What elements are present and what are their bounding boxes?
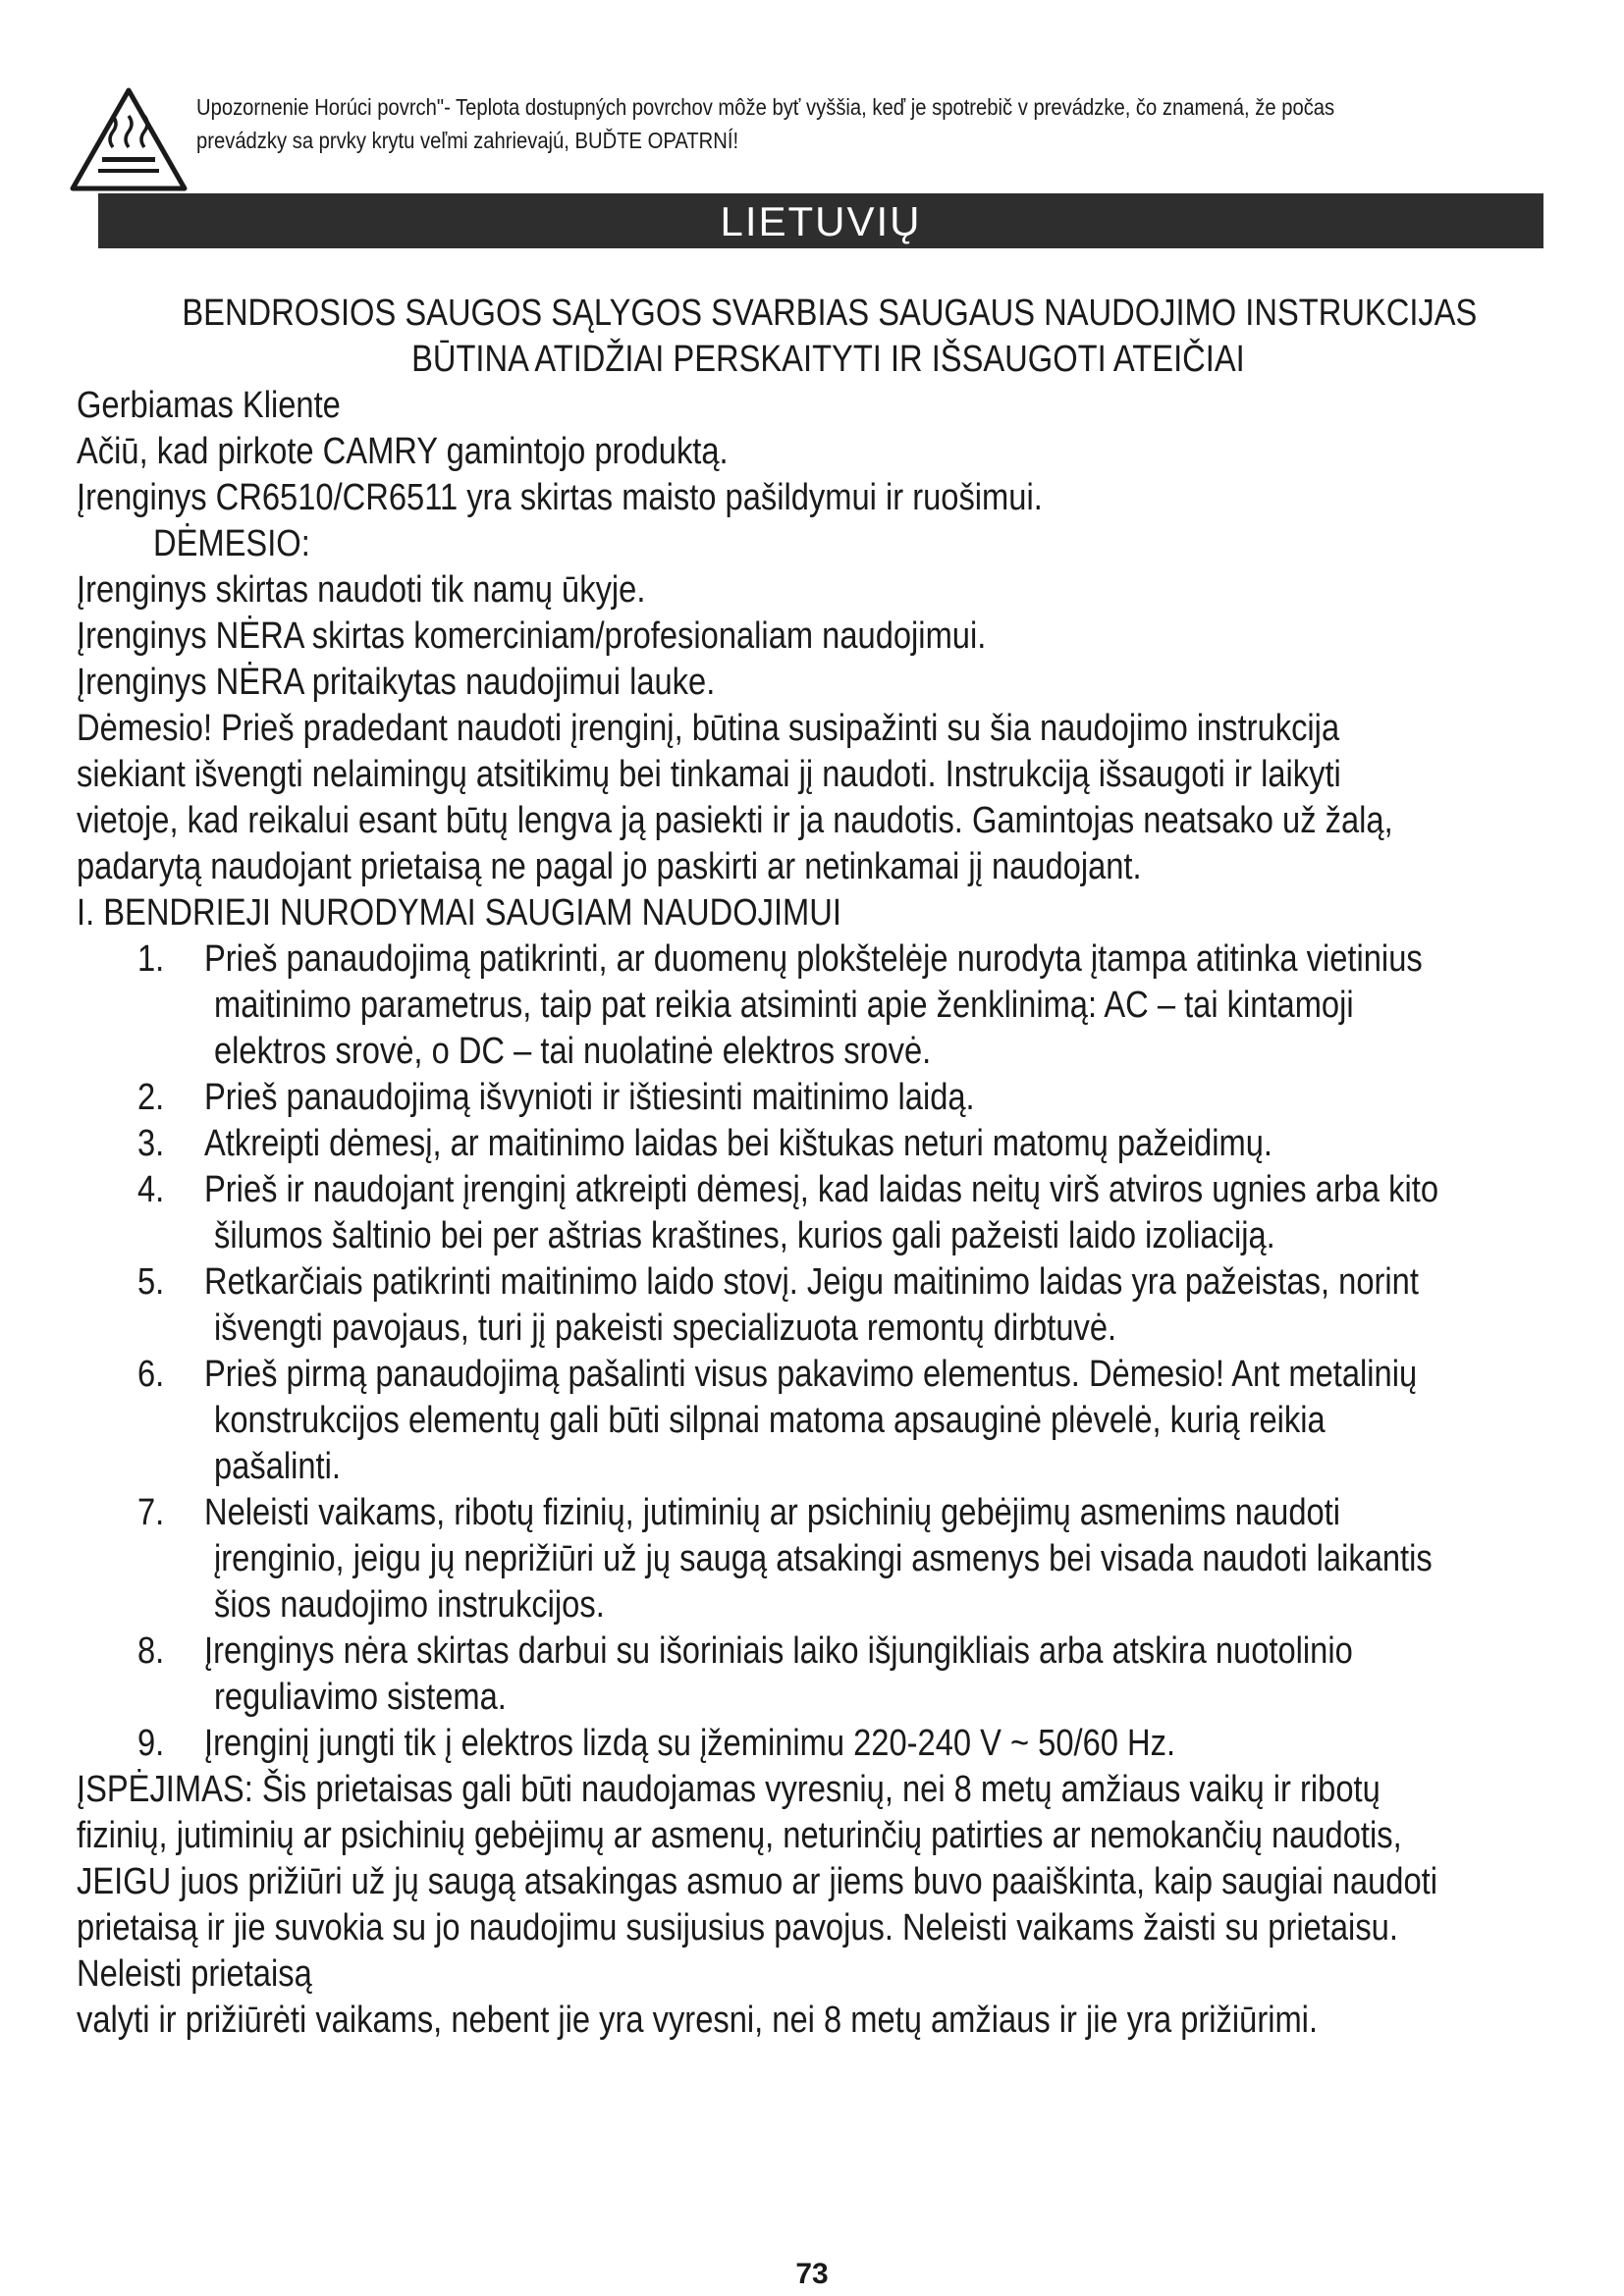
warning-para-line: valyti ir prižiūrėti vaikams, nebent jie yra vyresni, nei 8 metų amžiaus ir jie yra prižiūrimi. bbox=[77, 2000, 1319, 2041]
warning-line: Upozornenie Horúci povrch"- Teplota dostupných povrchov môže byť vyššia, keď je spotrebič v prevádzke, čo znamená, že počas bbox=[196, 94, 1335, 120]
warning-para-line: fizinių, jutiminių ar psichinių gebėjimų ar asmenų, neturinčių patirties ar nemokančių naudotis, bbox=[77, 1815, 1402, 1856]
list-item bbox=[77, 1075, 1579, 1121]
list-item-line: Įrenginys nėra skirtas darbui su išoriniais laiko išjungikliais arba atskira nuotolinio bbox=[204, 1630, 1353, 1672]
list-item bbox=[77, 1121, 1579, 1167]
list-item-number: 6. bbox=[137, 1354, 165, 1395]
list-item-line: Prieš ir naudojant įrenginį atkreipti dėmesį, kad laidas neitų virš atviros ugnies arba kito bbox=[204, 1169, 1439, 1210]
list-item-number: 5. bbox=[137, 1261, 165, 1303]
section-title: I. BENDRIEJI NURODYMAI SAUGIAM NAUDOJIMUI bbox=[77, 892, 841, 934]
warning-para-line: prietaisą ir jie suvokia su jo naudojimu susijusius pavojus. Neleisti vaikams žaisti su prietaisu. bbox=[77, 1907, 1398, 1949]
thanks-text: Ačiū, kad pirkote CAMRY gamintojo produktą. bbox=[77, 431, 729, 472]
attention-label: DĖMESIO: bbox=[153, 523, 310, 564]
list-item-line: Atkreipti dėmesį, ar maitinimo laidas bei kištukas neturi matomų pažeidimų. bbox=[204, 1123, 1272, 1164]
safety-list bbox=[77, 936, 1579, 1767]
list-item-line: šios naudojimo instrukcijos. bbox=[214, 1584, 605, 1626]
notice-line: vietoje, kad reikalui esant būtų lengva ją pasiekti ir ja naudotis. Gamintojas neatsako už žalą, bbox=[77, 800, 1393, 841]
greeting: Gerbiamas Kliente bbox=[77, 385, 341, 426]
warning-para-line: Neleisti prietaisą bbox=[77, 1953, 312, 1995]
page-number: 73 bbox=[795, 2258, 829, 2290]
list-item-number: 2. bbox=[137, 1077, 165, 1118]
section-heading bbox=[77, 337, 1579, 383]
list-item bbox=[77, 1167, 1579, 1259]
outdoor-use-text: Įrenginys NĖRA pritaikytas naudojimui lauke. bbox=[77, 662, 716, 703]
heading-line: BENDROSIOS SAUGOS SĄLYGOS SVARBIAS SAUGAUS NAUDOJIMO INSTRUKCIJAS bbox=[182, 293, 1478, 334]
warning-line: prevádzky sa prvky krytu veľmi zahrievajú, BUĎTE OPATRNÍ! bbox=[196, 128, 739, 153]
notice-paragraph bbox=[77, 706, 1579, 890]
list-item bbox=[77, 1490, 1579, 1629]
list-item-line: Prieš pirmą panaudojimą pašalinti visus pakavimo elementus. Dėmesio! Ant metalinių bbox=[204, 1354, 1418, 1395]
list-item-number: 3. bbox=[137, 1123, 165, 1164]
warning-paragraph bbox=[77, 1767, 1579, 2044]
list-item-line: reguliavimo sistema. bbox=[214, 1677, 507, 1718]
heading-line: BŪTINA ATIDŽIAI PERSKAITYTI IR IŠSAUGOTI ATEIČIAI bbox=[410, 339, 1245, 380]
list-item bbox=[77, 1721, 1579, 1767]
list-item-line: įrenginio, jeigu jų neprižiūri už jų saugą atsakingi asmenys bei visada naudoti laikantis bbox=[214, 1538, 1433, 1579]
list-item-number: 7. bbox=[137, 1492, 165, 1533]
list-item-line: Prieš panaudojimą patikrinti, ar duomenų plokštelėje nurodyta įtampa atitinka vietinius bbox=[204, 938, 1423, 980]
list-item-line: maitinimo parametrus, taip pat reikia atsiminti apie ženklinimą: AC – tai kintamoji bbox=[214, 985, 1354, 1026]
notice-line: siekiant išvengti nelaimingų atsitikimų bei tinkamai jį naudoti. Instrukciją išsaugoti ir laikyti bbox=[77, 754, 1341, 795]
list-item-line: šilumos šaltinio bei per aštrias kraštines, kurios gali pažeisti laido izoliaciją. bbox=[214, 1215, 1275, 1256]
language-banner: LIETUVIŲ bbox=[98, 193, 1543, 248]
commercial-use-text: Įrenginys NĖRA skirtas komerciniam/profesionaliam naudojimui. bbox=[77, 615, 987, 657]
list-item-line: pašalinti. bbox=[214, 1446, 341, 1487]
list-item-line: išvengti pavojaus, turi jį pakeisti specializuota remontų dirbtuvė. bbox=[214, 1308, 1117, 1349]
list-item-line: Retkarčiais patikrinti maitinimo laido stovį. Jeigu maitinimo laidas yra pažeistas, norint bbox=[204, 1261, 1419, 1303]
list-item-number: 8. bbox=[137, 1630, 165, 1672]
list-item bbox=[77, 1259, 1579, 1352]
hot-surface-warning-icon bbox=[69, 86, 189, 192]
list-item bbox=[77, 936, 1579, 1075]
section-heading bbox=[77, 291, 1579, 337]
notice-line: Dėmesio! Prieš pradedant naudoti įrenginį, būtina susipažinti su šia naudojimo instrukcija bbox=[77, 708, 1340, 749]
list-item-line: elektros srovė, o DC – tai nuolatinė elektros srovė. bbox=[214, 1031, 932, 1072]
list-item-number: 1. bbox=[137, 938, 165, 980]
list-item-line: Įrenginį jungti tik į elektros lizdą su įžeminimu 220-240 V ~ 50/60 Hz. bbox=[204, 1723, 1176, 1764]
hot-surface-warning-text bbox=[196, 90, 1581, 157]
home-use-text: Įrenginys skirtas naudoti tik namų ūkyje. bbox=[77, 569, 646, 611]
list-item bbox=[77, 1352, 1579, 1490]
warning-para-line: ĮSPĖJIMAS: Šis prietaisas gali būti naudojamas vyresnių, nei 8 metų amžiaus vaikų ir ribotų bbox=[77, 1769, 1380, 1810]
list-item-line: Neleisti vaikams, ribotų fizinių, jutiminių ar psichinių gebėjimų asmenims naudoti bbox=[204, 1492, 1341, 1533]
warning-para-line: JEIGU juos prižiūri už jų saugą atsakingas asmuo ar jiems buvo paaiškinta, kaip saugiai naudoti bbox=[77, 1861, 1437, 1902]
purpose-text: Įrenginys CR6510/CR6511 yra skirtas maisto pašildymui ir ruošimui. bbox=[77, 477, 1043, 518]
notice-line: padarytą naudojant prietaisą ne pagal jo paskirti ar netinkamai jį naudojant. bbox=[77, 846, 1142, 887]
list-item-number: 9. bbox=[137, 1723, 165, 1764]
list-item-line: Prieš panaudojimą išvynioti ir ištiesinti maitinimo laidą. bbox=[204, 1077, 975, 1118]
list-item-line: konstrukcijos elementų gali būti silpnai matoma apsauginė plėvelė, kurią reikia bbox=[214, 1400, 1326, 1441]
list-item bbox=[77, 1629, 1579, 1721]
list-item-number: 4. bbox=[137, 1169, 165, 1210]
document-body bbox=[77, 291, 1579, 2044]
